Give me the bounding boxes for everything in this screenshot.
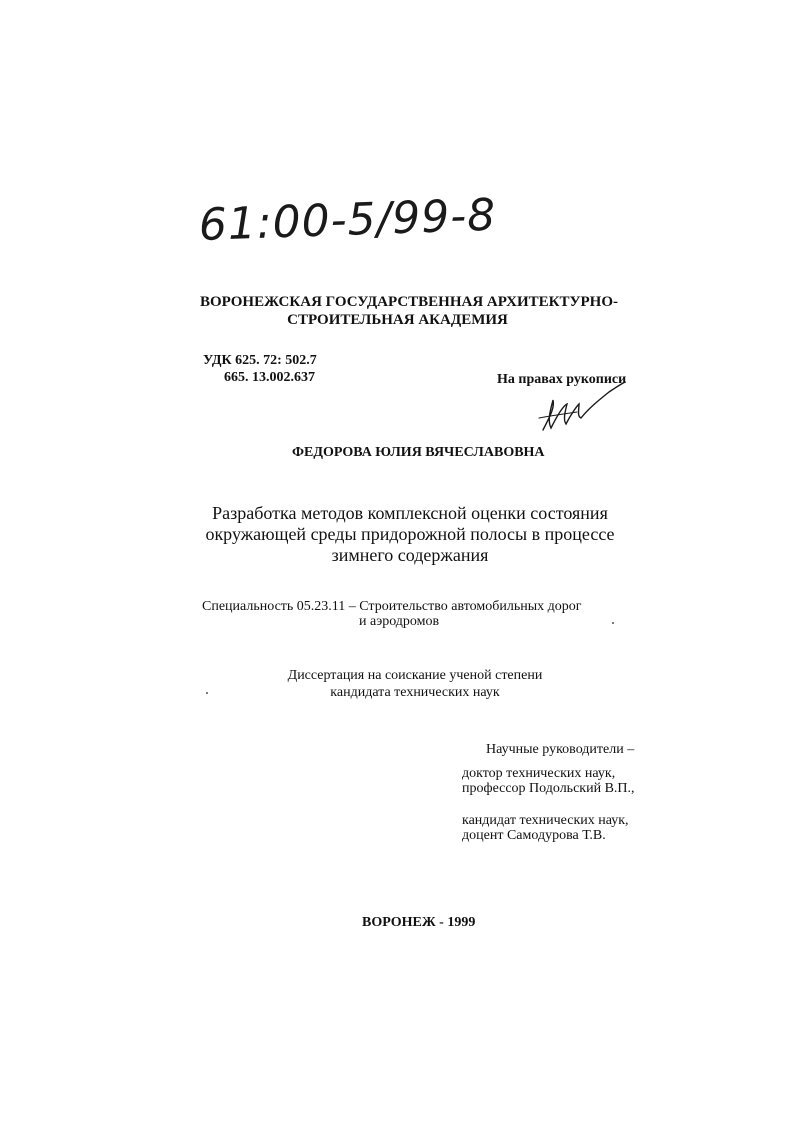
degree-line-1: Диссертация на соискание ученой степени [287, 668, 543, 683]
supervisor-2-name: доцент Самодурова Т.В. [462, 828, 606, 843]
handwritten-archive-number: 61:00-5/99-8 [198, 189, 497, 251]
title-line-2: окружающей среды придорожной полосы в процессе [205, 524, 615, 544]
scan-speck [612, 622, 614, 624]
city-year: ВОРОНЕЖ - 1999 [362, 915, 476, 930]
supervisor-1-name: профессор Подольский В.П., [462, 781, 635, 796]
institution-line-2: СТРОИТЕЛЬНАЯ АКАДЕМИЯ [287, 312, 508, 328]
specialty-line-1: Специальность 05.23.11 – Строительство автомобильных дорог [202, 599, 582, 614]
institution-line-1: ВОРОНЕЖСКАЯ ГОСУДАРСТВЕННАЯ АРХИТЕКТУРНО- [200, 294, 619, 310]
udk-code-line-2: 665. 13.002.637 [224, 370, 315, 385]
author-signature-image [533, 378, 628, 443]
title-line-3: зимнего содержания [331, 545, 489, 565]
supervisors-heading: Научные руководители – [486, 742, 635, 757]
specialty-line-2: и аэродромов [359, 614, 440, 629]
udk-code-line-1: УДК 625. 72: 502.7 [203, 353, 317, 368]
degree-statement [270, 667, 560, 701]
degree-line-2: кандидата технических наук [330, 685, 500, 700]
supervisor-2-degree: кандидат технических наук, [462, 813, 629, 828]
manuscript-rights-label: На правах рукописи [497, 372, 627, 387]
dissertation-title [190, 503, 630, 566]
supervisor-1-degree: доктор технических наук, [462, 766, 616, 781]
author-name: ФЕДОРОВА ЮЛИЯ ВЯЧЕСЛАВОВНА [292, 445, 545, 460]
title-line-1: Разработка методов комплексной оценки состояния [212, 503, 608, 523]
institution-name [200, 293, 619, 329]
scan-speck [206, 692, 208, 694]
